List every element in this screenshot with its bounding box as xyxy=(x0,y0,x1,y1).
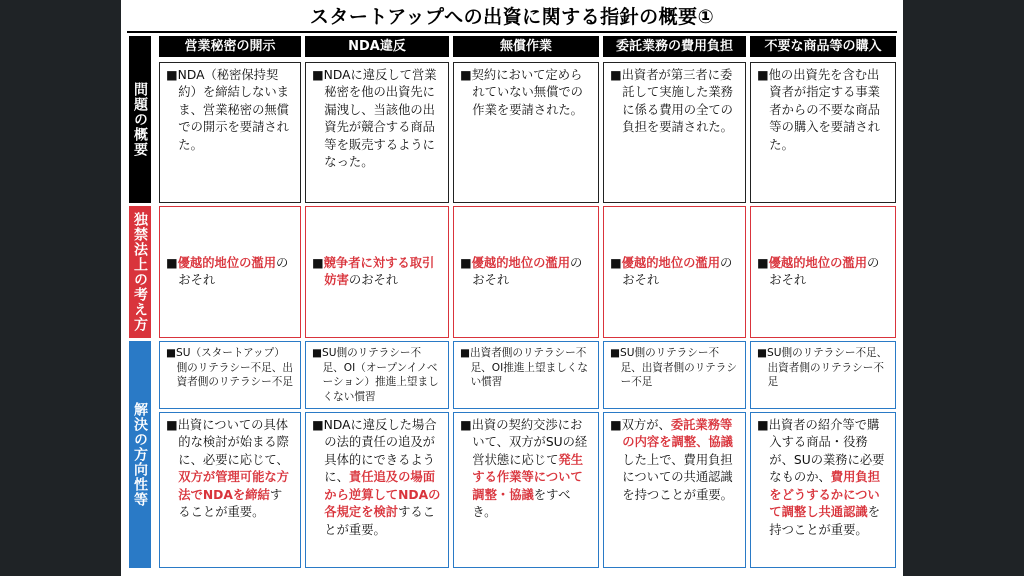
row-label-problem: 問題の概要 xyxy=(129,36,151,203)
solution-cell xyxy=(750,412,896,568)
cause-cell xyxy=(159,341,301,409)
problem-text: 他の出資先を含む出資者が指定する事業者からの不要な商品等の購入を要請された。 xyxy=(768,68,880,152)
solution-text: した上で、費用負担についての共通認識を持つことが重要。 xyxy=(622,452,733,502)
solution-text: を持つことが重要。 xyxy=(769,505,880,537)
problem-text: 契約において定められていない無償での作業を要請された。 xyxy=(471,68,583,117)
solution-highlight: 委託業務等の内容を調整、協議 xyxy=(622,418,733,450)
bullet-icon: ■ xyxy=(460,347,471,359)
antitrust-cell xyxy=(305,206,449,338)
antitrust-highlight: 優越的地位の濫用 xyxy=(177,255,277,270)
antitrust-text: のおそれ xyxy=(472,255,583,287)
solution-cell xyxy=(603,412,746,568)
solution-cell xyxy=(159,412,301,568)
antitrust-highlight: 競争者に対する取引妨害 xyxy=(323,255,435,287)
solution-highlight: 双方が管理可能な方法でNDAを締結 xyxy=(178,470,289,502)
solution-text: NDAに違反した場合の法的責任の追及が具体的にできるように、 xyxy=(323,418,437,485)
page-title: スタートアップへの出資に関する指針の概要① xyxy=(309,6,715,28)
bullet-icon: ■ xyxy=(460,255,472,270)
antitrust-highlight: 優越的地位の濫用 xyxy=(621,255,721,270)
antitrust-text: のおそれ xyxy=(348,273,399,287)
bullet-icon: ■ xyxy=(166,347,177,359)
antitrust-text: のおそれ xyxy=(622,255,733,287)
problem-cell xyxy=(305,62,449,203)
column-header-trade-secret: 営業秘密の開示 xyxy=(159,36,301,57)
bullet-icon: ■ xyxy=(312,347,323,359)
solution-text: することが重要。 xyxy=(324,505,435,537)
solution-text: することが重要。 xyxy=(178,487,283,520)
problem-text: NDA（秘密保持契約）を締結しないまま、営業秘密の無償での開示を要請された。 xyxy=(177,68,289,152)
solution-text: 出資の契約交渉において、双方がSUの経営状態に応じて xyxy=(471,418,588,467)
bullet-icon: ■ xyxy=(610,418,622,432)
bullet-icon: ■ xyxy=(757,68,769,82)
problem-cell xyxy=(750,62,896,203)
bullet-icon: ■ xyxy=(312,68,324,82)
solution-cell xyxy=(305,412,449,568)
antitrust-cell xyxy=(750,206,896,338)
solution-text: 双方が、 xyxy=(621,418,671,432)
antitrust-highlight: 優越的地位の濫用 xyxy=(768,255,868,270)
bullet-icon: ■ xyxy=(757,255,769,270)
problem-text: 出資者が第三者に委託して実施した業務に係る費用の全ての負担を要請された。 xyxy=(621,68,733,135)
cause-cell xyxy=(750,341,896,409)
row-label-antitrust: 独禁法上の考え方 xyxy=(129,206,151,338)
cause-text: SU側のリテラシー不足、出資者側のリテラシー不足 xyxy=(620,347,737,389)
cause-text: SU（スタートアップ）側のリテラシー不足、出資者側のリテラシー不足 xyxy=(176,347,293,389)
antitrust-cell xyxy=(159,206,301,338)
slide xyxy=(121,0,903,576)
column-header-unnecessary-purchase: 不要な商品等の購入 xyxy=(750,36,896,57)
bullet-icon: ■ xyxy=(460,68,472,82)
solution-highlight: 発生する作業等について調整・協議 xyxy=(472,452,583,502)
problem-text: NDAに違反して営業秘密を他の出資先に漏洩し、当該他の出資先が競合する商品等を販売するようになった。 xyxy=(323,68,437,170)
solution-highlight: 費用負担をどうするかについて調整し共通認識 xyxy=(769,470,880,520)
problem-cell xyxy=(159,62,301,203)
solution-text: をすべき。 xyxy=(472,487,571,520)
bullet-icon: ■ xyxy=(460,418,472,432)
antitrust-cell xyxy=(603,206,746,338)
bullet-icon: ■ xyxy=(610,255,622,270)
bullet-icon: ■ xyxy=(610,347,621,359)
bullet-icon: ■ xyxy=(166,255,178,270)
bullet-icon: ■ xyxy=(757,418,769,432)
column-header-unpaid-work: 無償作業 xyxy=(453,36,599,57)
bullet-icon: ■ xyxy=(312,255,324,270)
bullet-icon: ■ xyxy=(166,418,178,432)
bullet-icon: ■ xyxy=(312,418,324,432)
column-header-outsourcing-cost: 委託業務の費用負担 xyxy=(603,36,746,57)
problem-cell xyxy=(603,62,746,203)
cause-cell xyxy=(453,341,599,409)
antitrust-text: のおそれ xyxy=(178,255,289,287)
row-label-solution: 解決の方向性等 xyxy=(129,341,151,568)
cause-text: SU側のリテラシー不足、出資者側のリテラシー不足 xyxy=(767,347,888,389)
solution-text: 出資についての具体的な検討が始まる際に、必要に応じて、 xyxy=(177,418,289,467)
antitrust-highlight: 優越的地位の濫用 xyxy=(471,255,571,270)
cause-text: 出資者側のリテラシー不足、OI推進上望ましくない慣習 xyxy=(470,347,588,389)
solution-text: 出資者の紹介等で購入する商品・役務が、SUの業務に必要なものか、 xyxy=(768,418,885,485)
bullet-icon: ■ xyxy=(757,347,768,359)
cause-cell xyxy=(305,341,449,409)
column-header-nda-violation: NDA違反 xyxy=(305,36,449,57)
solution-cell xyxy=(453,412,599,568)
title-underline xyxy=(127,31,897,33)
cause-text: SU側のリテラシー不足、OI（オープンイノベーション）推進上望ましくない慣習 xyxy=(322,347,439,403)
solution-highlight: 責任追及の場面から逆算してNDAの各規定を検討 xyxy=(324,470,441,520)
problem-cell xyxy=(453,62,599,203)
antitrust-cell xyxy=(453,206,599,338)
bullet-icon: ■ xyxy=(166,68,178,82)
bullet-icon: ■ xyxy=(610,68,622,82)
antitrust-text: のおそれ xyxy=(769,255,880,287)
cause-cell xyxy=(603,341,746,409)
